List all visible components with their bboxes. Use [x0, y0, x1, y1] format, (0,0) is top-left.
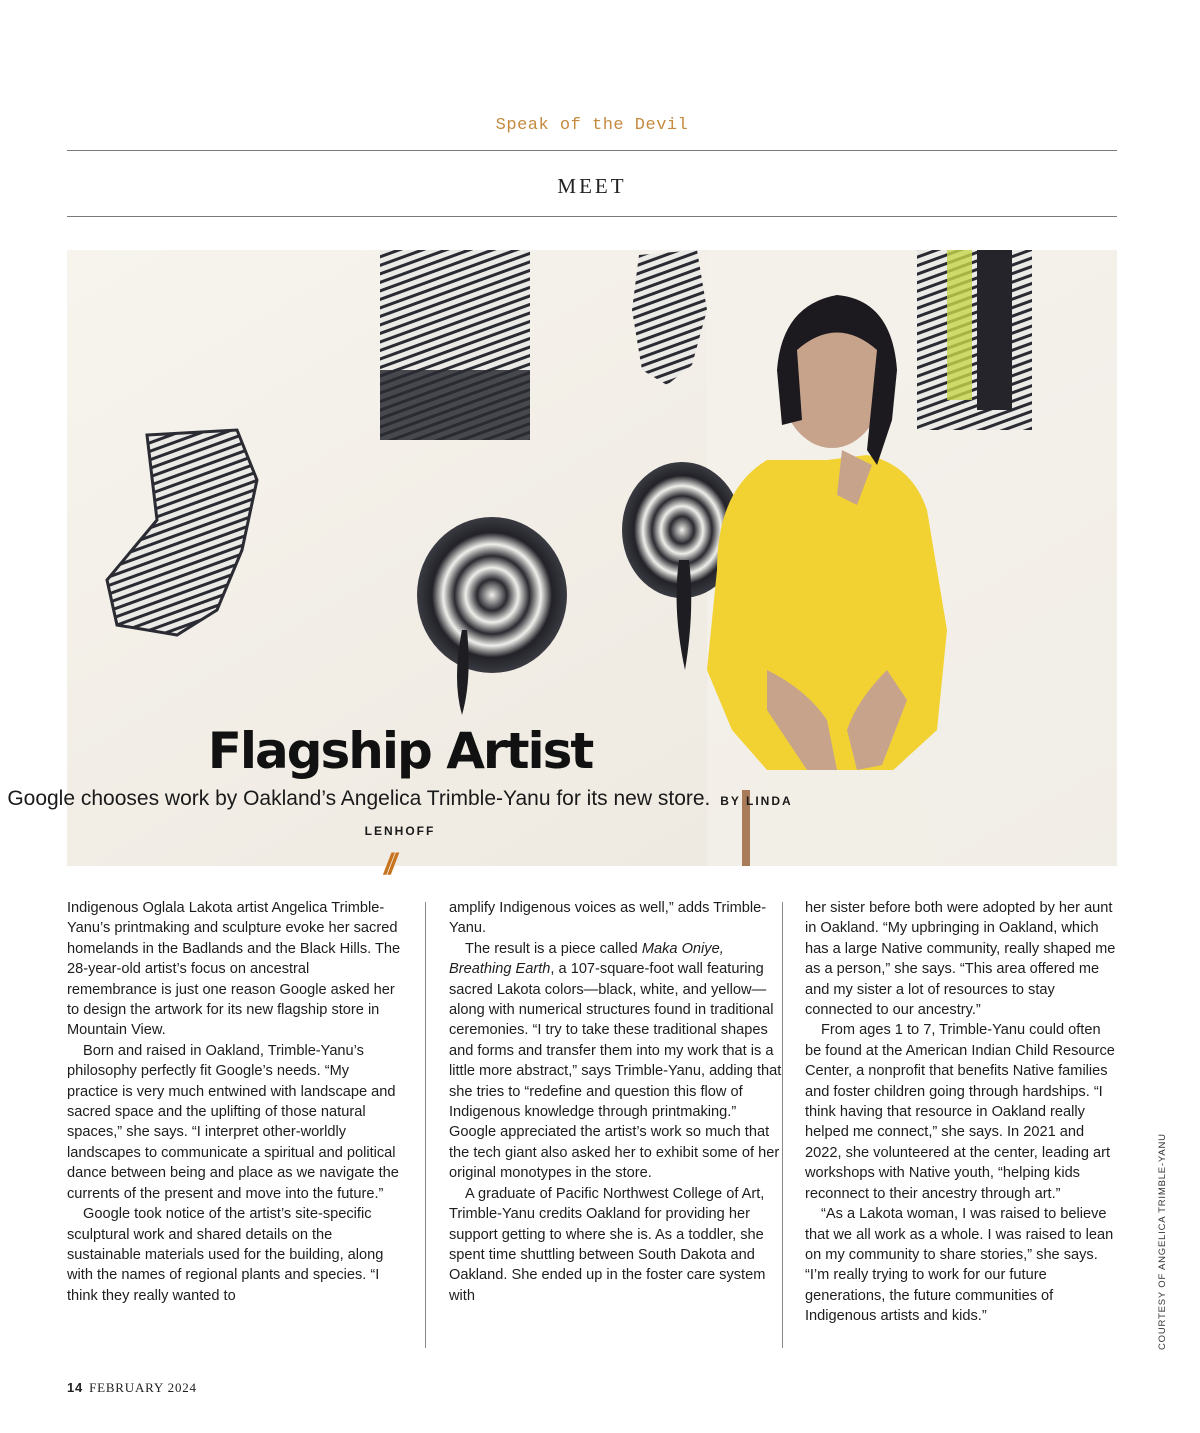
- separator-slash: //: [384, 848, 393, 881]
- paragraph-text: The result is a piece called: [465, 940, 642, 957]
- top-divider: [67, 150, 1117, 151]
- section-title: MEET: [557, 174, 627, 198]
- paragraph: Google took notice of the artist’s site-specific sculptural work and shared details on the sustainable materials used for the building, along with the names of regional plants and species. “I think they really wanted to: [67, 1206, 384, 1304]
- section-divider: [67, 216, 1117, 217]
- paragraph-text: , a 107-square-foot wall featuring sacred Lakota colors—black, white, and yellow—along with numerical structures found in traditional ceremonies. “I try to take these traditional shapes and forms and transfer them into my work that is a little more abstract,” says Trimble-Yanu, adding that she tries to “redefine and question this flow of Indigenous knowledge through printmaking.” Google appreciated the artist’s work so much that the tech giant also asked her to exhibit some of her original monotypes in the store.: [449, 961, 782, 1182]
- byline: BY LINDA LENHOFF: [364, 794, 793, 838]
- paragraph: “As a Lakota woman, I was raised to believe that we all work as a whole. I was raised to lean on my community to share stories,” she says. “I’m really trying to work for our future generations, the future communities of Indigenous artists and kids.”: [805, 1206, 1114, 1325]
- body-column-2: [449, 898, 783, 1306]
- body-column-3: [805, 898, 1117, 1327]
- paragraph: A graduate of Pacific Northwest College of Art, Trimble-Yanu credits Oakland for providing her support getting to where she is. As a toddler, she spent time shuttling between South Dakota and Oakland. She ended up in the foster care system with: [449, 1185, 766, 1304]
- paragraph: amplify Indigenous voices as well,” adds Trimble-Yanu.: [449, 900, 767, 937]
- issue-date: FEBRUARY 2024: [89, 1380, 197, 1395]
- artwork-title: Maka Oniye, Breathing Earth: [449, 940, 724, 978]
- paragraph: Indigenous Oglala Lakota artist Angelica Trimble-Yanu’s printmaking and sculpture evoke her sacred homelands in the Badlands and the Black Hills. The 28-year-old artist’s focus on ancestral remembrance is just one reason Google asked her to design the artwork for its new flagship store in Mountain View.: [67, 900, 401, 1039]
- section-kicker: Speak of the Devil: [495, 116, 689, 135]
- paragraph: [449, 939, 783, 1184]
- article-dek: [0, 785, 800, 845]
- photo-credit: COURTESY OF ANGELICA TRIMBLE-YANU: [1157, 1133, 1168, 1350]
- page-footer: [67, 1380, 197, 1396]
- column-divider: [782, 902, 783, 1348]
- paragraph: her sister before both were adopted by her aunt in Oakland. “My upbringing in Oakland, which has a large Native community, really shaped me as a person,” she says. “This area offered me and my sister a lot of resources to stay connected to our ancestry.”: [805, 900, 1116, 1019]
- page-number: 14: [67, 1380, 84, 1395]
- column-divider: [425, 902, 426, 1348]
- paragraph: Born and raised in Oakland, Trimble-Yanu’s philosophy perfectly fit Google’s needs. “My practice is very much entwined with landscape and sacred space and the uplifting of those natural spaces,” she says. “I interpret other-worldly landscapes to communicate a spiritual and political dance between being and place as we navigate the currents of the present and move into the future.”: [67, 1042, 399, 1202]
- dek-text: Google chooses work by Oakland’s Angelica Trimble-Yanu for its new store.: [7, 787, 711, 810]
- body-column-1: [67, 898, 401, 1306]
- paragraph: From ages 1 to 7, Trimble-Yanu could often be found at the American Indian Child Resource Center, a nonprofit that benefits Native families and foster children going through hardships. “I think having that resource in Oakland really helped me connect,” she says. In 2021 and 2022, she volunteered at the center, leading art workshops with Native youth, “helping kids reconnect to their ancestry through art.”: [805, 1022, 1115, 1202]
- article-headline: Flagship Artist: [207, 722, 593, 780]
